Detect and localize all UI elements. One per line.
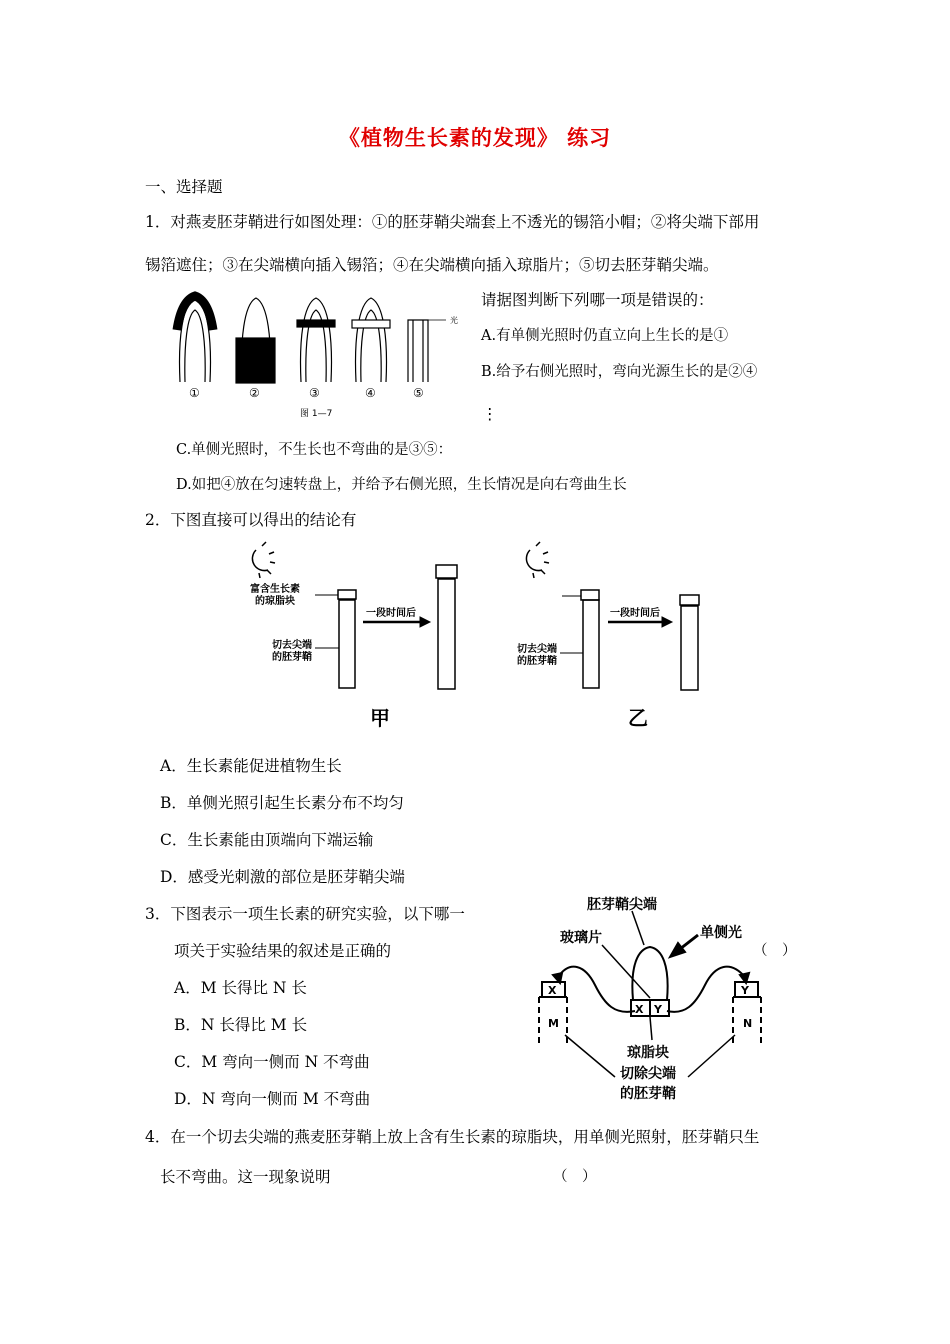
q3-glass-label: 玻璃片 xyxy=(560,930,602,946)
q1-stem-line2: 锡箔遮住；③在尖端横向插入锡箔；④在尖端横向插入琼脂片；⑤切去胚芽鞘尖端。 xyxy=(145,256,719,274)
q3-cut-label-1: 切除尖端 xyxy=(620,1066,676,1082)
q1-dots: ⋮ xyxy=(482,405,498,423)
sun-icon xyxy=(252,542,275,578)
q1-figure xyxy=(170,290,470,420)
q3-right-y: Y xyxy=(741,984,749,997)
light-label: 光 xyxy=(450,316,458,325)
jia-agar-label-2: 的琼脂块 xyxy=(255,596,295,607)
q3-n-label: N xyxy=(743,1017,753,1030)
q2-option-c: C．生长素能由顶端向下端运输 xyxy=(160,831,374,849)
sun-icon xyxy=(526,542,549,578)
q2-option-a: A．生长素能促进植物生长 xyxy=(160,757,342,775)
coleoptile-1 xyxy=(177,296,213,382)
q3-stem-line2: 项关于实验结果的叙述是正确的 xyxy=(174,942,392,960)
q4-answer-bracket: （ ） xyxy=(553,1169,597,1185)
q3-stem-line1: 3．下图表示一项生长素的研究实验，以下哪一 xyxy=(145,905,465,923)
jia-arrow-text: 一段时间后 xyxy=(366,608,416,619)
q1-option-a: A.有单侧光照时仍直立向上生长的是① xyxy=(481,328,729,344)
q1-option-d: D.如把④放在匀速转盘上，并给予右侧光照，生长情况是向右弯曲生长 xyxy=(176,477,627,493)
jia-caption: 甲 xyxy=(370,706,390,730)
q3-answer-bracket: （ ） xyxy=(753,943,797,959)
yi-arrow-text: 一段时间后 xyxy=(610,608,660,619)
q2-stem: 2．下图直接可以得出的结论有 xyxy=(145,511,357,529)
q3-center-x: X xyxy=(635,1003,644,1016)
q3-cut-label-2: 的胚芽鞘 xyxy=(620,1086,676,1102)
yi-coleoptile-label-2: 的胚芽鞘 xyxy=(517,656,557,667)
yi-caption: 乙 xyxy=(628,706,648,730)
page-title: 《植物生长素的发现》 练习 xyxy=(338,125,612,150)
yi-coleoptile-label-1: 切去尖端 xyxy=(517,644,557,655)
coleoptile-3 xyxy=(297,298,335,382)
jia-coleoptile-label-1: 切去尖端 xyxy=(272,640,312,651)
jia-panel xyxy=(252,542,457,689)
q4-stem-line2: 长不弯曲。这一现象说明 xyxy=(160,1168,331,1186)
coleoptile-4 xyxy=(352,298,390,382)
q3-option-d: D．N 弯向一侧而 M 不弯曲 xyxy=(174,1090,371,1108)
q1-prompt: 请据图判断下列哪一项是错误的： xyxy=(481,291,714,309)
coleoptile-5 xyxy=(408,320,446,382)
q3-option-b: B．N 长得比 M 长 xyxy=(174,1016,308,1034)
q1-option-c: C.单侧光照时，不生长也不弯曲的是③⑤： xyxy=(176,442,453,458)
q3-figure xyxy=(520,885,770,1110)
q2-option-d: D．感受光刺激的部位是胚芽鞘尖端 xyxy=(160,868,405,886)
q3-center-y: Y xyxy=(654,1003,662,1016)
section-heading: 一、选择题 xyxy=(145,178,223,196)
coleoptile-2 xyxy=(236,298,275,383)
q4-stem-line1: 4．在一个切去尖端的燕麦胚芽鞘上放上含有生长素的琼脂块，用单侧光照射，胚芽鞘只生 xyxy=(145,1128,760,1146)
q3-m-label: M xyxy=(548,1017,559,1030)
q3-agar-label: 琼脂块 xyxy=(627,1045,669,1061)
q3-light-label: 单侧光 xyxy=(700,925,742,941)
fig-label-1: ① xyxy=(189,386,200,400)
jia-coleoptile-label-2: 的胚芽鞘 xyxy=(272,652,312,663)
q2-figure xyxy=(240,540,710,735)
q3-left-x: X xyxy=(548,984,557,997)
fig-label-4: ④ xyxy=(365,386,376,400)
figure-caption: 图 1—7 xyxy=(300,409,333,419)
fig-label-5: ⑤ xyxy=(413,386,424,400)
q1-stem-line1: 1．对燕麦胚芽鞘进行如图处理：①的胚芽鞘尖端套上不透光的锡箔小帽；②将尖端下部用 xyxy=(145,213,760,231)
fig-label-2: ② xyxy=(249,386,260,400)
q3-option-a: A．M 长得比 N 长 xyxy=(174,979,307,997)
fig-label-3: ③ xyxy=(309,386,320,400)
q2-option-b: B．单侧光照引起生长素分布不均匀 xyxy=(160,794,404,812)
jia-agar-label-1: 富含生长素 xyxy=(250,584,300,595)
q1-option-b: B.给予右侧光照时，弯向光源生长的是②④ xyxy=(481,364,758,380)
q3-tip-label: 胚芽鞘尖端 xyxy=(587,897,657,913)
q3-option-c: C．M 弯向一侧而 N 不弯曲 xyxy=(174,1053,370,1071)
